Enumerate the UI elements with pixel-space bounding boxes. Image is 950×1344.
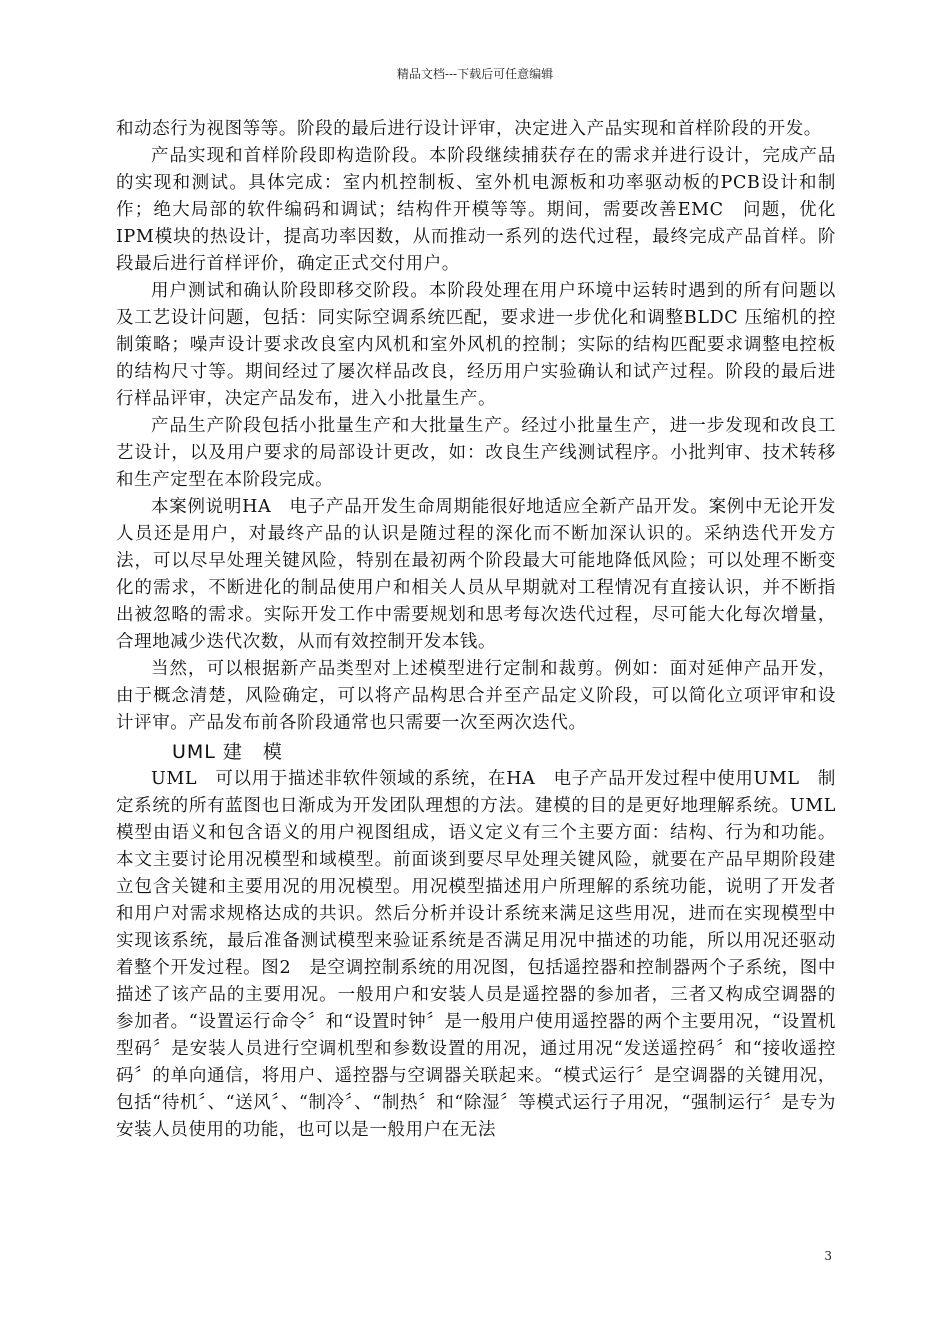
section-heading-uml: UML 建 模 bbox=[172, 741, 283, 763]
paragraph-continuation: 和动态行为视图等等。阶段的最后进行设计评审，决定进入产品实现和首样阶段的开发。 bbox=[116, 119, 822, 139]
page-number: 3 bbox=[824, 1249, 832, 1263]
paragraph-uml-modeling: UML 可以用于描述非软件领域的系统，在HA 电子产品开发过程中使用UML 制定系统的所有蓝图也日渐成为开发团队理想的方法。建模的目的是更好地理解系统。UML 模型由语义和包含语义的用户视图组成，语义定义有三个主要方面：结构、行为和功能。本文主要讨论用况模型和域模型。前面谈到要尽早处理关键风险，就要在产品早期阶段建立包含关键和主要用况的用况模型。用况模型描述用户所理解的系统功能，说明了开发者和用户对需求规格达成的共识。然后分析并设计系统来满足这些用况，进而在实现模型中实现该系统，最后准备测试模型来验证系统是否满足用况中描述的功能，所以用况还驱动着整个开发过程。图2 是空调控制系统的用况图，包括遥控器和控制器两个子系统，图中描述了该产品的主要用况。一般用户和安装人员是遥控器的参加者，三者又构成空调器的参加者。“设置运行命令〞和“设置时钟〞是一般用户使用遥控器的两个主要用况，“设置机型码〞是安装人员进行空调机型和参数设置的用况，通过用况“发送遥控码〞和“接收遥控码〞的单向通信，将用户、遥控器与空调器关联起来。“模式运行〞是空调器的关键用况，包括“待机〞、“送风〞、“制冷〞、“制热〞和“除湿〞等模式运行子用况，“强制运行〞是专为安装人员使用的功能，也可以是一般用户在无法 bbox=[116, 769, 855, 1140]
paragraph-production-phase: 产品生产阶段包括小批量生产和大批量生产。经过小批量生产，进一步发现和改良工艺设计，以及用户要求的局部设计更改，如：改良生产线测试程序。小批判审、技术转移和生产定型在本阶段完成。 bbox=[116, 416, 836, 490]
paragraph-construction-phase: 产品实现和首样阶段即构造阶段。本阶段继续捕获存在的需求并进行设计，完成产品的实现和测试。具体完成：室内机控制板、室外机电源板和功率驱动板的PCB设计和制作；绝大局部的软件编码和调试；结构件开模等等。期间，需要改善EMC 问题，优化IPM模块的热设计，提高功率因数，从而推动一系列的迭代过程，最终完成产品首样。阶段最后进行首样评价，确定正式交付用户。 bbox=[116, 146, 836, 274]
paragraph-transition-phase: 用户测试和确认阶段即移交阶段。本阶段处理在用户环境中运转时遇到的所有问题以及工艺设计问题，包括：同实际空调系统匹配，要求进一步优化和调整BLDC 压缩机的控制策略；噪声设计要求改良室内风机和室外风机的控制；实际的结构匹配要求调整电控板的结构尺寸等。期间经过了屡次样品改良，经历用户实验确认和试产过程。阶段的最后进行样品评审，决定产品发布，进入小批量生产。 bbox=[116, 281, 836, 409]
paragraph-case-summary: 本案例说明HA 电子产品开发生命周期能很好地适应全新产品开发。案例中无论开发人员还是用户，对最终产品的认识是随过程的深化而不断加深认识的。采纳迭代开发方法，可以尽早处理关键风险，特别在最初两个阶段最大可能地降低风险；可以处理不断变化的需求，不断进化的制品使用户和相关人员从早期就对工程情况有直接认识，并不断指出被忽略的需求。实际开发工作中需要规划和思考每次迭代过程，尽可能大化每次增量，合理地减少迭代次数，从而有效控制开发本钱。 bbox=[116, 497, 836, 652]
page-header: 精品文档---下载后可任意编辑 bbox=[396, 67, 554, 81]
paragraph-customization: 当然，可以根据新产品类型对上述模型进行定制和裁剪。例如：面对延伸产品开发，由于概念清楚，风险确定，可以将产品构思合并至产品定义阶段，可以简化立项评审和设计评审。产品发布前各阶段通常也只需要一次至两次迭代。 bbox=[116, 659, 836, 733]
document-body bbox=[116, 116, 855, 1144]
